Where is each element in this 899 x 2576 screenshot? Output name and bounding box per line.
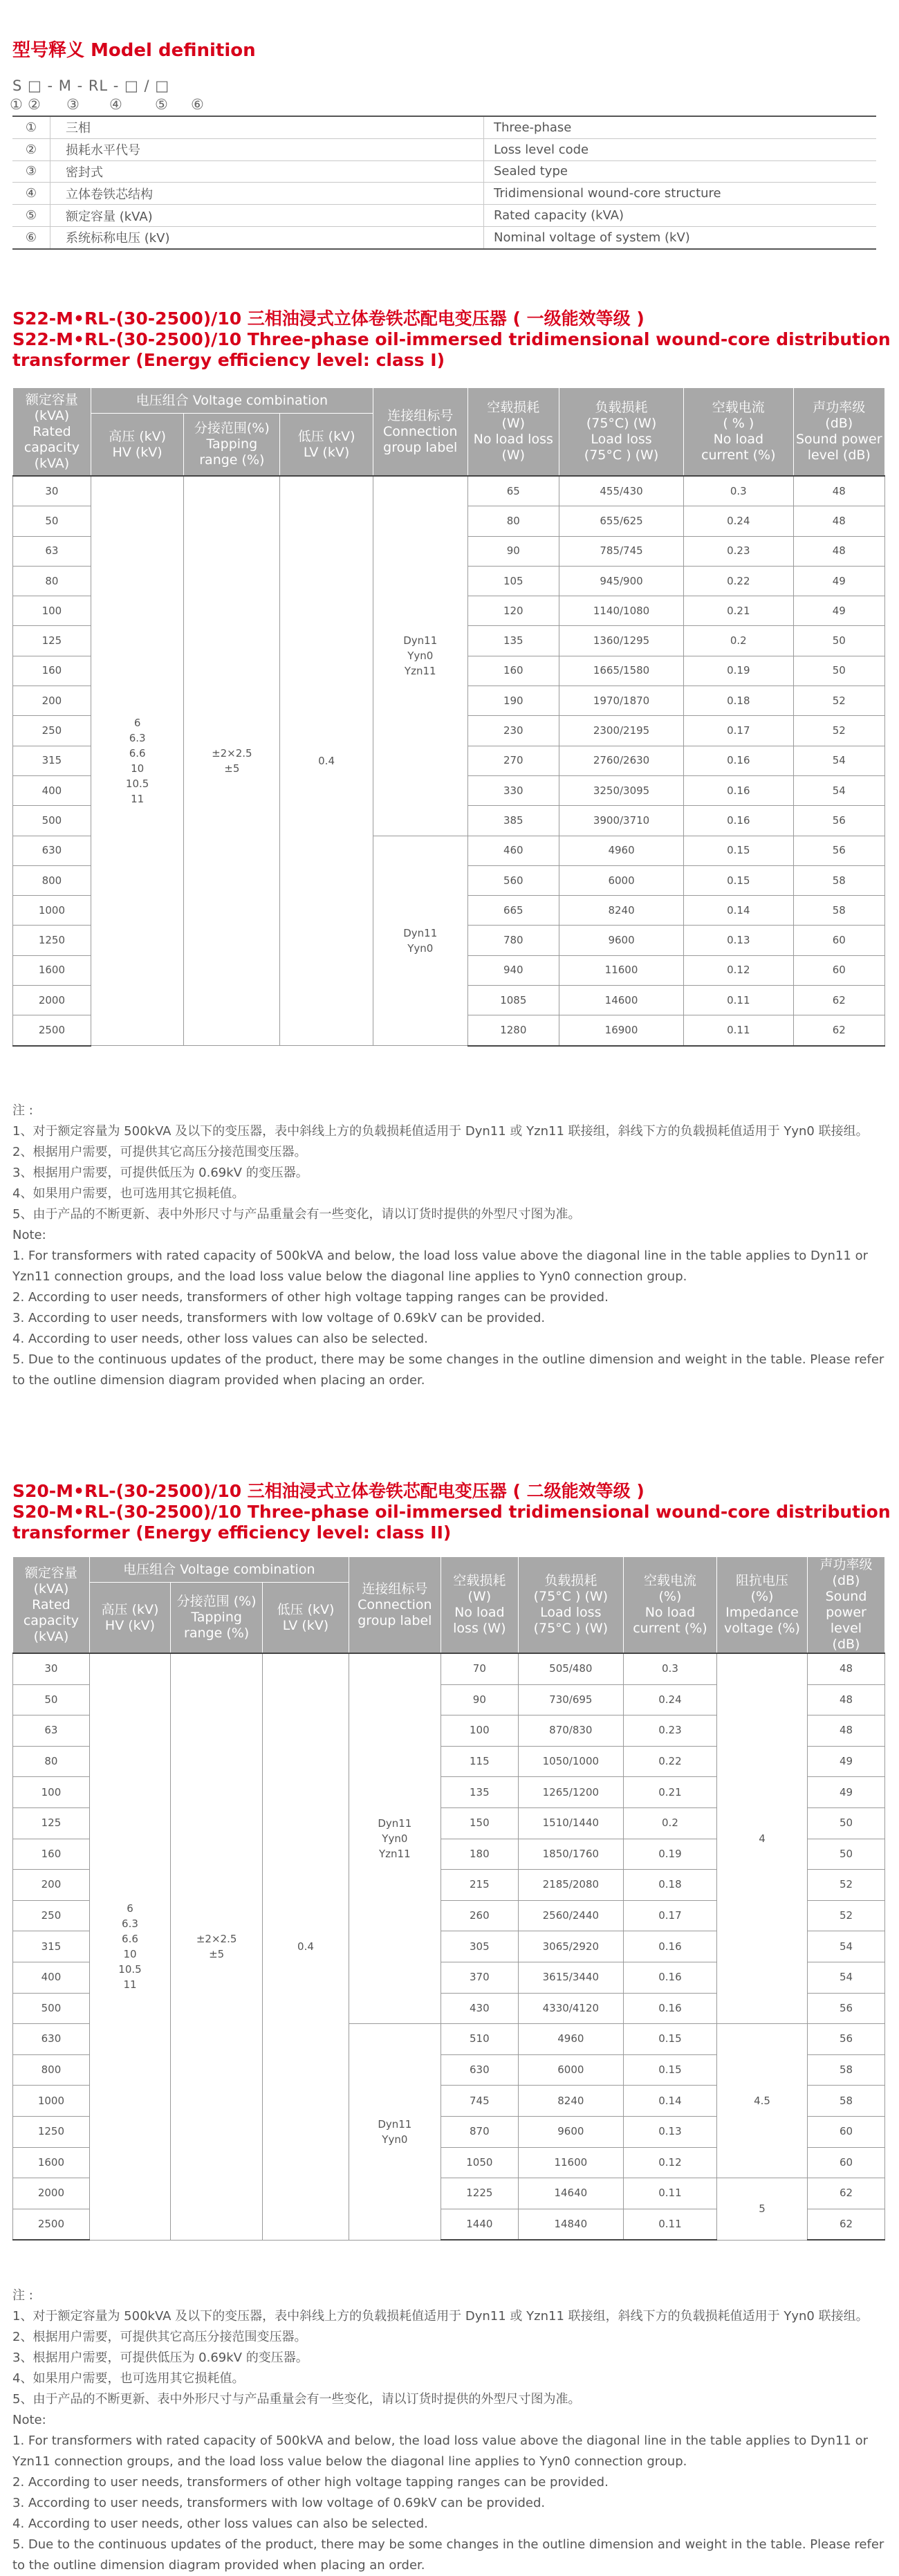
load-loss-cell: 2560/2440 — [518, 1900, 623, 1931]
definition-cn: 额定容量 (kVA) — [50, 205, 484, 227]
definition-cn: 三相 — [50, 116, 484, 138]
section1-title-en: S22-M•RL-(30-2500)/10 Three-phase oil-immersed tridimensional wound-core distribution transformer (Energy efficiency level: class I) — [12, 329, 891, 370]
sound-level-cell: 52 — [807, 1900, 884, 1931]
rated-capacity-cell: 630 — [13, 836, 91, 865]
definition-number: ⑥ — [12, 226, 50, 248]
no-load-loss-cell: 70 — [441, 1653, 518, 1684]
rated-capacity-cell: 1600 — [13, 955, 91, 985]
rated-capacity-cell: 50 — [13, 1684, 90, 1715]
no-load-current-cell: 0.15 — [623, 2054, 716, 2086]
no-load-current-cell: 0.14 — [623, 2086, 716, 2117]
rated-capacity-cell: 30 — [13, 476, 91, 506]
load-loss-cell: 1265/1200 — [518, 1777, 623, 1808]
load-loss-cell: 1970/1870 — [559, 686, 683, 716]
load-loss-cell: 4960 — [518, 2024, 623, 2055]
no-load-current-cell: 0.15 — [684, 836, 793, 865]
definition-en: Sealed type — [484, 160, 877, 183]
definition-en: Loss level code — [484, 138, 877, 160]
note-line: 3、根据用户需要，可提供低压为 0.69kV 的变压器。 — [12, 2350, 308, 2365]
load-loss-cell: 655/625 — [559, 506, 683, 536]
sound-level-cell: 58 — [807, 2086, 884, 2117]
header-connection: 连接组标号 Connection group label — [349, 1557, 441, 1654]
no-load-current-cell: 0.12 — [684, 955, 793, 985]
sound-level-cell: 58 — [807, 2054, 884, 2086]
load-loss-cell: 4960 — [559, 836, 683, 865]
no-load-loss-cell: 870 — [441, 2116, 518, 2147]
no-load-current-cell: 0.2 — [684, 626, 793, 656]
no-load-current-cell: 0.22 — [623, 1746, 716, 1777]
no-load-loss-cell: 90 — [467, 536, 559, 566]
rated-capacity-cell: 200 — [13, 686, 91, 716]
load-loss-cell: 1050/1000 — [518, 1746, 623, 1777]
impedance-cell: 4 — [717, 1653, 808, 2024]
table-row — [13, 1653, 885, 1684]
no-load-current-cell: 0.14 — [684, 896, 793, 926]
no-load-loss-cell: 135 — [441, 1777, 518, 1808]
sound-level-cell: 48 — [807, 1684, 884, 1715]
load-loss-cell: 8240 — [559, 896, 683, 926]
no-load-loss-cell: 160 — [467, 656, 559, 686]
header-no-load-loss: 空载损耗 (W) No load loss (W) — [441, 1557, 518, 1654]
header-capacity: 额定容量 (kVA) Rated capacity (kVA) — [13, 388, 91, 477]
no-load-loss-cell: 780 — [467, 926, 559, 955]
header-impedance: 阻抗电压 (%) Impedance voltage (%) — [717, 1557, 808, 1654]
rated-capacity-cell: 500 — [13, 806, 91, 836]
sound-level-cell: 48 — [793, 476, 884, 506]
load-loss-cell: 1850/1760 — [518, 1839, 623, 1870]
definition-number: ④ — [12, 183, 50, 205]
sound-level-cell: 48 — [807, 1715, 884, 1747]
header-tapping: 分接范围(%) Tapping range (%) — [184, 414, 280, 477]
sound-level-cell: 60 — [793, 955, 884, 985]
connection-cell: Dyn11 Yyn0 Yzn11 — [373, 476, 467, 836]
sound-level-cell: 50 — [793, 656, 884, 686]
no-load-loss-cell: 1440 — [441, 2209, 518, 2240]
load-loss-cell: 14840 — [518, 2209, 623, 2240]
header-no-load-current: 空载电流 ( % ) No load current (%) — [684, 388, 793, 477]
rated-capacity-cell: 400 — [13, 775, 91, 805]
rated-capacity-cell: 250 — [13, 1900, 90, 1931]
section1-notes — [12, 1101, 885, 1391]
rated-capacity-cell: 800 — [13, 865, 91, 895]
sound-level-cell: 58 — [793, 865, 884, 895]
header-no-load-loss: 空载损耗 (W) No load loss (W) — [467, 388, 559, 477]
no-load-loss-cell: 270 — [467, 746, 559, 775]
no-load-current-cell: 0.18 — [684, 686, 793, 716]
rated-capacity-cell: 2500 — [13, 1015, 91, 1046]
rated-capacity-cell: 1000 — [13, 896, 91, 926]
rated-capacity-cell: 125 — [13, 1807, 90, 1839]
note-line: 5. Due to the continuous updates of the product, there may be some changes in the outline dimension and weight in the table. Please refer to the outline dimension diagram provided when placing an order. — [12, 1352, 884, 1388]
rated-capacity-cell: 2500 — [13, 2209, 90, 2240]
section2-title — [12, 1481, 891, 1543]
sound-level-cell: 56 — [793, 836, 884, 865]
no-load-loss-cell: 385 — [467, 806, 559, 836]
load-loss-cell: 870/830 — [518, 1715, 623, 1747]
load-loss-cell: 505/480 — [518, 1653, 623, 1684]
connection-cell: Dyn11 Yyn0 — [349, 2024, 441, 2241]
code-number: ③ — [66, 96, 80, 113]
note-line: 1. For transformers with rated capacity of 500kVA and below, the load loss value above the diagonal line in the table applies to Dyn11 or Yzn11 connection groups, and the load loss value below the diagonal line applies to Yyn0 connection group. — [12, 1249, 868, 1284]
no-load-loss-cell: 560 — [467, 865, 559, 895]
rated-capacity-cell: 63 — [13, 1715, 90, 1747]
rated-capacity-cell: 1250 — [13, 926, 91, 955]
no-load-loss-cell: 115 — [441, 1746, 518, 1777]
no-load-current-cell: 0.23 — [684, 536, 793, 566]
impedance-cell: 5 — [717, 2178, 808, 2241]
note-line: 1. For transformers with rated capacity of 500kVA and below, the load loss value above the diagonal line in the table applies to Dyn11 or Yzn11 connection groups, and the load loss value below the diagonal line applies to Yyn0 connection group. — [12, 2434, 868, 2469]
rated-capacity-cell: 100 — [13, 596, 91, 626]
connection-cell: Dyn11 Yyn0 — [373, 836, 467, 1046]
no-load-loss-cell: 190 — [467, 686, 559, 716]
load-loss-cell: 1360/1295 — [559, 626, 683, 656]
load-loss-cell: 9600 — [559, 926, 683, 955]
sound-level-cell: 60 — [807, 2147, 884, 2178]
load-loss-cell: 2760/2630 — [559, 746, 683, 775]
hv-cell: 6 6.3 6.6 10 10.5 11 — [91, 476, 184, 1046]
rated-capacity-cell: 315 — [13, 1931, 90, 1962]
note-line: 3. According to user needs, transformers with low voltage of 0.69kV can be provided. — [12, 2496, 546, 2510]
no-load-current-cell: 0.17 — [623, 1900, 716, 1931]
no-load-current-cell: 0.17 — [684, 716, 793, 746]
no-load-loss-cell: 1280 — [467, 1015, 559, 1046]
header-voltage-combination: 电压组合 Voltage combination — [91, 388, 373, 414]
definition-number: ② — [12, 138, 50, 160]
no-load-current-cell: 0.3 — [623, 1653, 716, 1684]
no-load-current-cell: 0.16 — [623, 1931, 716, 1962]
note-line: 1、对于额定容量为 500kVA 及以下的变压器，表中斜线上方的负载损耗值适用于 Dyn11 或 Yzn11 联接组，斜线下方的负载损耗值适用于 Yyn0 联接组。 — [12, 2309, 869, 2324]
note-line: Note: — [12, 1228, 46, 1242]
header-sound-level: 声功率级 (dB) Sound power level (dB) — [807, 1557, 884, 1654]
no-load-current-cell: 0.16 — [684, 746, 793, 775]
no-load-current-cell: 0.12 — [623, 2147, 716, 2178]
load-loss-cell: 14640 — [518, 2178, 623, 2209]
header-load-loss: 负载损耗 (75°C ) (W) Load loss (75°C ) (W) — [518, 1557, 623, 1654]
rated-capacity-cell: 500 — [13, 1993, 90, 2024]
no-load-current-cell: 0.11 — [623, 2178, 716, 2209]
sound-level-cell: 54 — [793, 746, 884, 775]
sound-level-cell: 62 — [807, 2209, 884, 2240]
note-line: 2、根据用户需要，可提供其它高压分接范围变压器。 — [12, 2330, 307, 2344]
rated-capacity-cell: 63 — [13, 536, 91, 566]
table-row — [13, 476, 885, 506]
note-line: 3、根据用户需要，可提供低压为 0.69kV 的变压器。 — [12, 1166, 308, 1180]
no-load-current-cell: 0.24 — [623, 1684, 716, 1715]
load-loss-cell: 6000 — [559, 865, 683, 895]
note-line: 2、根据用户需要，可提供其它高压分接范围变压器。 — [12, 1145, 307, 1159]
header-tapping: 分接范围 (%) Tapping range (%) — [171, 1583, 263, 1654]
no-load-loss-cell: 105 — [467, 566, 559, 596]
code-number: ⑥ — [191, 96, 204, 113]
sound-level-cell: 49 — [793, 596, 884, 626]
no-load-current-cell: 0.24 — [684, 506, 793, 536]
sound-level-cell: 58 — [793, 896, 884, 926]
rated-capacity-cell: 630 — [13, 2024, 90, 2055]
load-loss-cell: 14600 — [559, 986, 683, 1015]
no-load-loss-cell: 1225 — [441, 2178, 518, 2209]
load-loss-cell: 1140/1080 — [559, 596, 683, 626]
rated-capacity-cell: 250 — [13, 716, 91, 746]
header-sound-level: 声功率级 (dB) Sound power level (dB) — [793, 388, 884, 477]
no-load-loss-cell: 1085 — [467, 986, 559, 1015]
no-load-current-cell: 0.19 — [623, 1839, 716, 1870]
no-load-loss-cell: 150 — [441, 1807, 518, 1839]
no-load-loss-cell: 230 — [467, 716, 559, 746]
lv-cell: 0.4 — [280, 476, 373, 1046]
header-hv: 高压 (kV) HV (kV) — [91, 414, 184, 477]
no-load-loss-cell: 120 — [467, 596, 559, 626]
definition-row — [12, 205, 876, 227]
code-number: ② — [28, 96, 41, 113]
sound-level-cell: 62 — [793, 1015, 884, 1046]
section1-title — [12, 309, 891, 371]
note-line: 4. According to user needs, other loss values can also be selected. — [12, 1332, 428, 1346]
load-loss-cell: 16900 — [559, 1015, 683, 1046]
rated-capacity-cell: 1000 — [13, 2086, 90, 2117]
load-loss-cell: 1665/1580 — [559, 656, 683, 686]
section2-title-cn: S20-M•RL-(30-2500)/10 三相油浸式立体卷铁芯配电变压器 ( 二级能效等级 ) — [12, 1481, 645, 1501]
no-load-loss-cell: 90 — [441, 1684, 518, 1715]
tapping-cell: ±2×2.5 ±5 — [184, 476, 280, 1046]
no-load-loss-cell: 80 — [467, 506, 559, 536]
no-load-current-cell: 0.13 — [623, 2116, 716, 2147]
sound-level-cell: 49 — [793, 566, 884, 596]
connection-cell: Dyn11 Yyn0 Yzn11 — [349, 1653, 441, 2024]
note-line: 4、如果用户需要，也可选用其它损耗值。 — [12, 1186, 245, 1201]
code-number: ④ — [109, 96, 122, 113]
note-line: 注 : — [12, 1103, 33, 1118]
definition-cn: 系统标称电压 (kV) — [50, 226, 484, 248]
header-lv: 低压 (kV) LV (kV) — [280, 414, 373, 477]
no-load-current-cell: 0.16 — [623, 1962, 716, 1993]
code-number: ① — [10, 96, 23, 113]
note-line: 注 : — [12, 2288, 33, 2303]
load-loss-cell: 455/430 — [559, 476, 683, 506]
rated-capacity-cell: 100 — [13, 1777, 90, 1808]
rated-capacity-cell: 800 — [13, 2054, 90, 2086]
header-hv: 高压 (kV) HV (kV) — [89, 1583, 170, 1654]
no-load-loss-cell: 940 — [467, 955, 559, 985]
sound-level-cell: 48 — [807, 1653, 884, 1684]
no-load-loss-cell: 215 — [441, 1870, 518, 1901]
definition-en: Tridimensional wound-core structure — [484, 183, 877, 205]
sound-level-cell: 54 — [807, 1962, 884, 1993]
rated-capacity-cell: 400 — [13, 1962, 90, 1993]
rated-capacity-cell: 1600 — [13, 2147, 90, 2178]
sound-level-cell: 52 — [793, 686, 884, 716]
definition-row — [12, 183, 876, 205]
no-load-loss-cell: 260 — [441, 1900, 518, 1931]
definition-cn: 密封式 — [50, 160, 484, 183]
no-load-current-cell: 0.21 — [623, 1777, 716, 1808]
s20-spec-table — [12, 1556, 885, 2241]
load-loss-cell: 9600 — [518, 2116, 623, 2147]
load-loss-cell: 11600 — [518, 2147, 623, 2178]
note-line: 2. According to user needs, transformers of other high voltage tapping ranges can be provided. — [12, 2475, 609, 2490]
sound-level-cell: 50 — [807, 1807, 884, 1839]
no-load-current-cell: 0.18 — [623, 1870, 716, 1901]
sound-level-cell: 56 — [793, 806, 884, 836]
sound-level-cell: 56 — [807, 2024, 884, 2055]
no-load-current-cell: 0.19 — [684, 656, 793, 686]
no-load-loss-cell: 630 — [441, 2054, 518, 2086]
no-load-current-cell: 0.15 — [623, 2024, 716, 2055]
section2-notes — [12, 2285, 885, 2576]
definition-row — [12, 116, 876, 138]
load-loss-cell: 11600 — [559, 955, 683, 985]
definition-en: Nominal voltage of system (kV) — [484, 226, 877, 248]
code-number: ⑤ — [155, 96, 168, 113]
model-code: S □ - M - RL - □ / □ — [12, 77, 170, 94]
sound-level-cell: 54 — [793, 775, 884, 805]
no-load-current-cell: 0.16 — [684, 806, 793, 836]
sound-level-cell: 50 — [807, 1839, 884, 1870]
model-definition-table — [12, 116, 876, 250]
rated-capacity-cell: 160 — [13, 656, 91, 686]
no-load-loss-cell: 65 — [467, 476, 559, 506]
load-loss-cell: 3615/3440 — [518, 1962, 623, 1993]
rated-capacity-cell: 2000 — [13, 2178, 90, 2209]
load-loss-cell: 4330/4120 — [518, 1993, 623, 2024]
sound-level-cell: 52 — [793, 716, 884, 746]
note-line: 3. According to user needs, transformers with low voltage of 0.69kV can be provided. — [12, 1311, 546, 1325]
s22-spec-table — [12, 387, 885, 1047]
rated-capacity-cell: 50 — [13, 506, 91, 536]
no-load-loss-cell: 430 — [441, 1993, 518, 2024]
tapping-cell: ±2×2.5 ±5 — [171, 1653, 263, 2240]
sound-level-cell: 48 — [793, 536, 884, 566]
definition-cn: 损耗水平代号 — [50, 138, 484, 160]
sound-level-cell: 54 — [807, 1931, 884, 1962]
rated-capacity-cell: 200 — [13, 1870, 90, 1901]
load-loss-cell: 1510/1440 — [518, 1807, 623, 1839]
note-line: 4. According to user needs, other loss values can also be selected. — [12, 2517, 428, 2531]
rated-capacity-cell: 2000 — [13, 986, 91, 1015]
definition-row — [12, 138, 876, 160]
header-lv: 低压 (kV) LV (kV) — [263, 1583, 349, 1654]
no-load-current-cell: 0.3 — [684, 476, 793, 506]
sound-level-cell: 56 — [807, 1993, 884, 2024]
model-definition-title: 型号释义 Model definition — [12, 40, 256, 61]
sound-level-cell: 48 — [793, 506, 884, 536]
sound-level-cell: 49 — [807, 1746, 884, 1777]
rated-capacity-cell: 125 — [13, 626, 91, 656]
note-line: 1、对于额定容量为 500kVA 及以下的变压器，表中斜线上方的负载损耗值适用于 Dyn11 或 Yzn11 联接组，斜线下方的负载损耗值适用于 Yyn0 联接组。 — [12, 1124, 869, 1139]
load-loss-cell: 945/900 — [559, 566, 683, 596]
sound-level-cell: 62 — [807, 2178, 884, 2209]
no-load-current-cell: 0.11 — [623, 2209, 716, 2240]
no-load-loss-cell: 665 — [467, 896, 559, 926]
header-no-load-current: 空载电流 (%) No load current (%) — [623, 1557, 716, 1654]
rated-capacity-cell: 1250 — [13, 2116, 90, 2147]
impedance-cell: 4.5 — [717, 2024, 808, 2178]
note-line: 5、由于产品的不断更新、表中外形尺寸与产品重量会有一些变化，请以订货时提供的外型尺寸图为准。 — [12, 2392, 581, 2407]
header-voltage-combination: 电压组合 Voltage combination — [89, 1557, 349, 1583]
no-load-current-cell: 0.2 — [623, 1807, 716, 1839]
header-load-loss: 负载损耗 (75°C) (W) Load loss (75°C ) (W) — [559, 388, 683, 477]
rated-capacity-cell: 160 — [13, 1839, 90, 1870]
rated-capacity-cell: 80 — [13, 566, 91, 596]
definition-cn: 立体卷铁芯结构 — [50, 183, 484, 205]
definition-number: ① — [12, 116, 50, 138]
rated-capacity-cell: 315 — [13, 746, 91, 775]
no-load-loss-cell: 100 — [441, 1715, 518, 1747]
no-load-loss-cell: 510 — [441, 2024, 518, 2055]
definition-en: Three-phase — [484, 116, 877, 138]
sound-level-cell: 49 — [807, 1777, 884, 1808]
sound-level-cell: 50 — [793, 626, 884, 656]
no-load-current-cell: 0.11 — [684, 1015, 793, 1046]
load-loss-cell: 2300/2195 — [559, 716, 683, 746]
no-load-loss-cell: 745 — [441, 2086, 518, 2117]
no-load-current-cell: 0.15 — [684, 865, 793, 895]
load-loss-cell: 8240 — [518, 2086, 623, 2117]
load-loss-cell: 6000 — [518, 2054, 623, 2086]
no-load-loss-cell: 305 — [441, 1931, 518, 1962]
header-connection: 连接组标号 Connection group label — [373, 388, 467, 477]
note-line: 4、如果用户需要，也可选用其它损耗值。 — [12, 2371, 245, 2386]
note-line: Note: — [12, 2413, 46, 2427]
sound-level-cell: 60 — [807, 2116, 884, 2147]
no-load-loss-cell: 135 — [467, 626, 559, 656]
load-loss-cell: 3065/2920 — [518, 1931, 623, 1962]
load-loss-cell: 3900/3710 — [559, 806, 683, 836]
sound-level-cell: 52 — [807, 1870, 884, 1901]
no-load-current-cell: 0.23 — [623, 1715, 716, 1747]
no-load-current-cell: 0.16 — [684, 775, 793, 805]
no-load-current-cell: 0.13 — [684, 926, 793, 955]
definition-number: ③ — [12, 160, 50, 183]
load-loss-cell: 785/745 — [559, 536, 683, 566]
note-line: 2. According to user needs, transformers of other high voltage tapping ranges can be provided. — [12, 1290, 609, 1305]
definition-row — [12, 226, 876, 248]
hv-cell: 6 6.3 6.6 10 10.5 11 — [89, 1653, 170, 2240]
no-load-current-cell: 0.16 — [623, 1993, 716, 2024]
load-loss-cell: 3250/3095 — [559, 775, 683, 805]
no-load-current-cell: 0.21 — [684, 596, 793, 626]
rated-capacity-cell: 30 — [13, 1653, 90, 1684]
no-load-loss-cell: 1050 — [441, 2147, 518, 2178]
header-capacity: 额定容量 (kVA) Rated capacity (kVA) — [13, 1557, 90, 1654]
definition-number: ⑤ — [12, 205, 50, 227]
no-load-loss-cell: 330 — [467, 775, 559, 805]
sound-level-cell: 60 — [793, 926, 884, 955]
sound-level-cell: 62 — [793, 986, 884, 1015]
note-line: 5、由于产品的不断更新、表中外形尺寸与产品重量会有一些变化，请以订货时提供的外型尺寸图为准。 — [12, 1207, 581, 1222]
no-load-current-cell: 0.11 — [684, 986, 793, 1015]
no-load-current-cell: 0.22 — [684, 566, 793, 596]
lv-cell: 0.4 — [263, 1653, 349, 2240]
definition-row — [12, 160, 876, 183]
load-loss-cell: 730/695 — [518, 1684, 623, 1715]
definition-en: Rated capacity (kVA) — [484, 205, 877, 227]
rated-capacity-cell: 80 — [13, 1746, 90, 1777]
section1-title-cn: S22-M•RL-(30-2500)/10 三相油浸式立体卷铁芯配电变压器 ( 一级能效等级 ) — [12, 309, 645, 329]
no-load-loss-cell: 180 — [441, 1839, 518, 1870]
note-line: 5. Due to the continuous updates of the product, there may be some changes in the outline dimension and weight in the table. Please refer to the outline dimension diagram provided when placing an order. — [12, 2537, 884, 2573]
section2-title-en: S20-M•RL-(30-2500)/10 Three-phase oil-immersed tridimensional wound-core distribution transformer (Energy efficiency level: class II) — [12, 1502, 891, 1543]
no-load-loss-cell: 370 — [441, 1962, 518, 1993]
load-loss-cell: 2185/2080 — [518, 1870, 623, 1901]
no-load-loss-cell: 460 — [467, 836, 559, 865]
